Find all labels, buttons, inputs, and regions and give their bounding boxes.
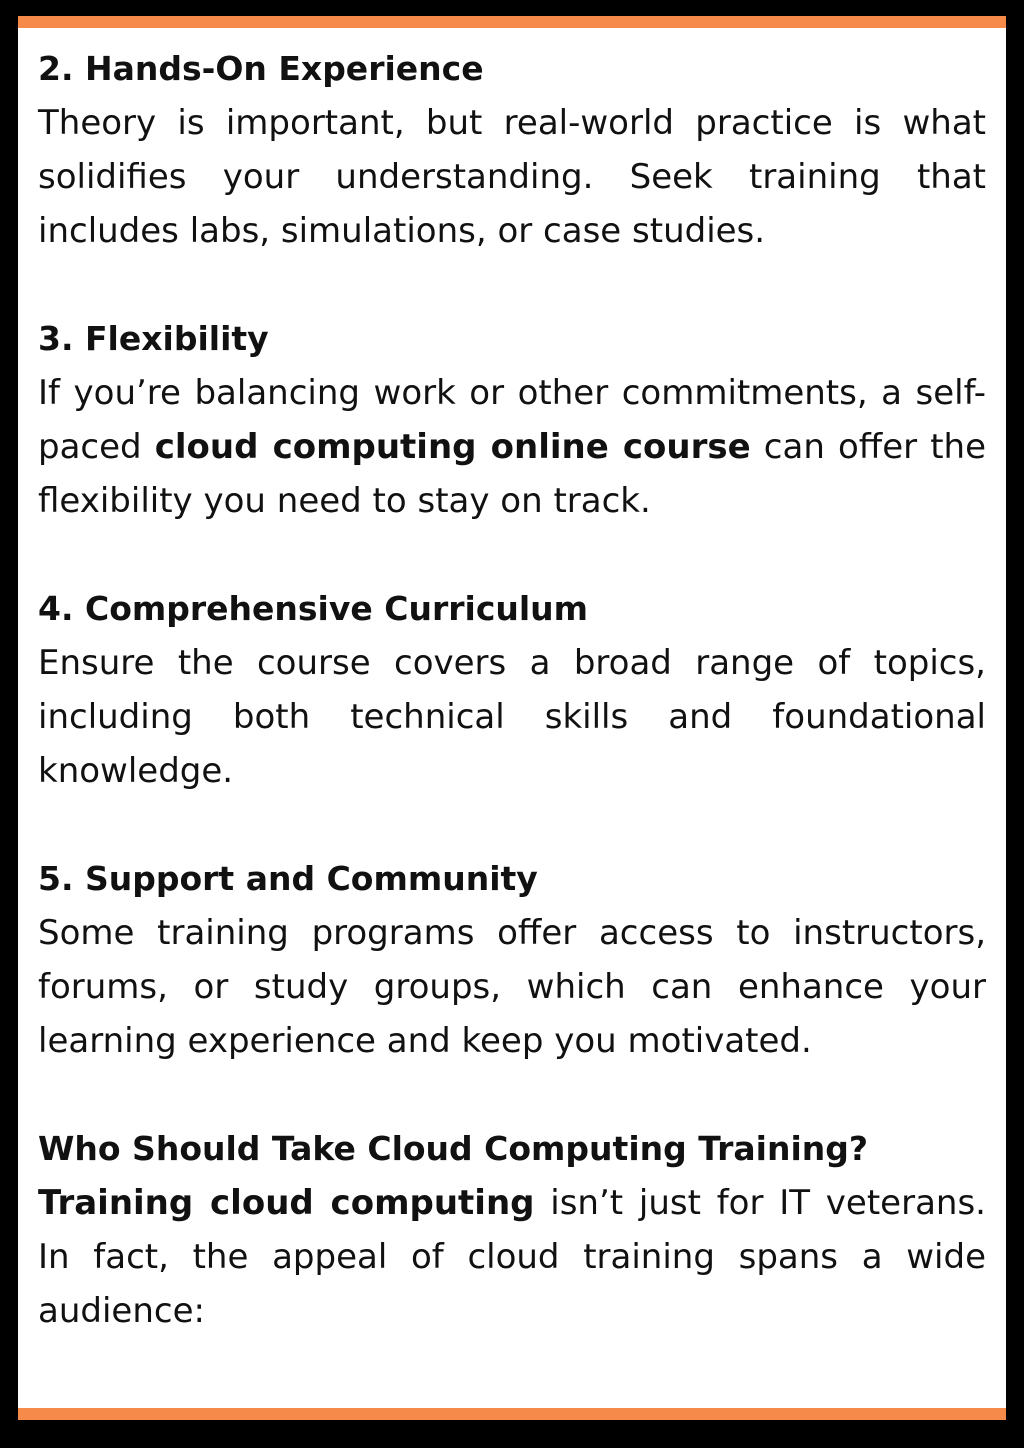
document-page xyxy=(18,16,1006,1420)
section-body: Some training programs offer access to instructors, forums, or study groups, which can enhance your learning experience and keep you motivated. xyxy=(38,913,986,1061)
bold-keyword: cloud computing online course xyxy=(154,427,751,467)
bottom-accent-bar xyxy=(18,1408,1006,1420)
section-body: Ensure the course covers a broad range of topics, including both technical skills and foundational knowledge. xyxy=(38,643,986,791)
section-body: Theory is important, but real-world practice is what solidifies your understanding. Seek training that includes labs, simulations, or case studies. xyxy=(38,103,986,251)
section-who-should-take xyxy=(38,1122,986,1338)
section-heading: 3. Flexibility xyxy=(38,319,269,358)
section-comprehensive-curriculum xyxy=(38,582,986,798)
document-content xyxy=(38,42,986,1338)
section-hands-on-experience xyxy=(38,42,986,258)
section-heading: 2. Hands-On Experience xyxy=(38,49,484,88)
body-text: can offer the flexibility you need to stay on track. xyxy=(38,427,986,521)
section-body xyxy=(38,1176,986,1338)
section-heading: 4. Comprehensive Curriculum xyxy=(38,589,589,628)
body-text: isn’t just for IT veterans. In fact, the appeal of cloud training spans a wide audience: xyxy=(38,1183,986,1331)
section-flexibility xyxy=(38,312,986,528)
section-heading: 5. Support and Community xyxy=(38,859,538,898)
body-text: If you’re balancing work or other commitments, a self-paced xyxy=(38,373,986,467)
bold-keyword: Training cloud computing xyxy=(38,1183,535,1223)
top-accent-bar xyxy=(18,16,1006,28)
section-heading: Who Should Take Cloud Computing Training? xyxy=(38,1129,869,1168)
section-support-and-community xyxy=(38,852,986,1068)
section-body xyxy=(38,366,986,528)
